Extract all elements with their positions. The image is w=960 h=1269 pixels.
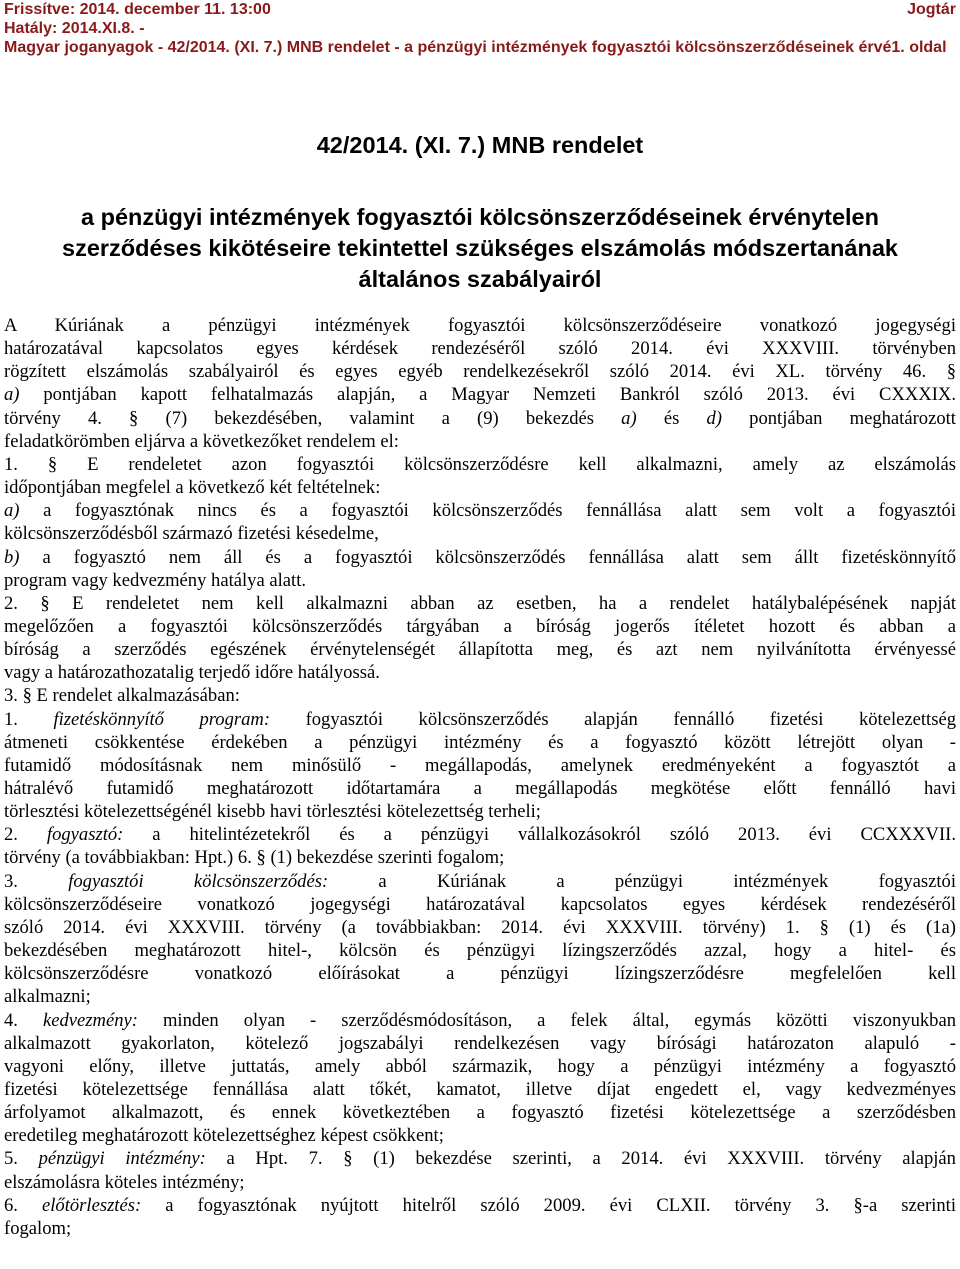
text-line [4,893,956,916]
text-run: a fogyasztó nem áll és a fogyasztói kölcsönszerződés fennállása alatt sem állt fizetéskönnyítő [19,546,956,568]
text-line [4,337,956,360]
text-run: pontjában meghatározott [721,407,956,429]
text-run: 6. [4,1194,42,1216]
text-run: kölcsönszerződéseire vonatkozó jogegységi határozatával kapcsolatos egyes kérdések rendezéséről [4,893,956,915]
text-line [4,962,956,985]
text-line [4,1032,956,1055]
text-line [4,1101,956,1124]
title-line-3: általános szabályairól [358,266,602,292]
text-run: fogalom; [4,1217,72,1239]
document-number: 42/2014. (XI. 7.) MNB rendelet [316,132,644,158]
text-line [4,360,956,383]
text-run: törvény (a továbbiakban: Hpt.) 6. § (1) bekezdése szerinti fogalom; [4,847,505,869]
text-run: program vagy kedvezmény hatálya alatt. [4,569,307,591]
text-line [4,777,956,800]
text-line [4,1078,956,1101]
italic-run: a) [4,384,20,406]
text-run: 1. [4,708,54,730]
italic-run: előtörlesztés: [42,1194,142,1216]
source-name: Jogtár [907,1,956,18]
text-line [4,870,956,893]
text-line [4,1055,956,1078]
text-run: átmeneti csökkentése érdekében a pénzügyi intézmény és a fogyasztó között létrejött olyan - [4,731,956,753]
text-line [4,1194,956,1217]
text-run: árfolyamot alkalmazott, és ennek következtében a fogyasztó fizetési kötelezettsége a szerződésben [4,1102,956,1124]
text-line [4,661,956,684]
text-run: vagyoni előny, illetve juttatás, amely abból származik, hogy a pénzügyi intézmény a fogyasztó [4,1055,956,1077]
text-line [4,522,956,545]
text-run: megelőzően a fogyasztói kölcsönszerződés tárgyában a bíróság jogerős ítéletet hozott és abban a [4,615,956,637]
text-run: A Kúriának a pénzügyi intézmények fogyasztói kölcsönszerződéseire vonatkozó jogegységi [4,315,956,336]
text-line [4,314,956,337]
italic-run: d) [706,407,722,429]
text-run: a Kúriának a pénzügyi intézmények fogyasztói [328,870,957,892]
text-run: fizetési kötelezettsége fennállása alatt tőkét, kamatot, illetve díjat engedett el, vagy kedvezményes [4,1078,956,1100]
text-line [4,453,956,476]
header-updated-line [4,0,956,19]
italic-run: fogyasztói kölcsönszerződés: [68,870,329,892]
text-run: eredetileg meghatározott kötelezettséghez képest csökkent; [4,1125,444,1147]
text-line [4,916,956,939]
text-line [4,1217,956,1240]
text-run: kölcsönszerződésből származó fizetési késedelme, [4,523,379,545]
updated-date: Frissítve: 2014. december 11. 13:00 [4,1,271,18]
italic-run: b) [4,546,20,568]
text-line [4,615,956,638]
text-line [4,569,956,592]
text-line [4,1171,956,1194]
text-run: a fogyasztónak nyújtott hitelről szóló 2009. évi CLXII. törvény 3. §-a szerinti [141,1194,956,1216]
text-run: alkalmazott gyakorlaton, kötelező jogszabályi rendelkezésen vagy bírósági határozaton alapuló - [4,1032,956,1054]
text-run: kölcsönszerződésre vonatkozó előírásokat a pénzügyi lízingszerződésre megfelelően kell [4,963,956,985]
text-run: rögzített elszámolás szabályairól és egyes egyéb rendelkezésekről szóló 2014. évi XL. törvény 46. § [4,361,956,383]
title-line-1: a pénzügyi intézmények fogyasztói kölcsönszerződéseinek érvénytelen [81,204,879,230]
text-line [4,823,956,846]
text-run: alkalmazni; [4,986,91,1008]
text-line [4,731,956,754]
text-run: 1. § E rendeletet azon fogyasztói kölcsönszerződésre kell alkalmazni, amely az elszámolás [4,453,956,475]
text-run: szóló 2014. évi XXXVIII. törvény (a továbbiakban: 2014. évi XXXVIII. törvény) 1. § (1) és (1a) [4,916,956,938]
text-line [4,476,956,499]
text-line [4,684,956,707]
text-line [4,407,956,430]
text-line [4,638,956,661]
header-effect-line: Hatály: 2014.XI.8. - [4,20,145,37]
text-line [4,1147,956,1170]
text-line [4,592,956,615]
text-run: 2. [4,824,47,846]
text-run: határozatával kapcsolatos egyes kérdések rendezéséről szóló 2014. évi XXXVIII. törvényben [4,338,956,360]
text-run: törvény 4. § (7) bekezdésében, valamint a (9) bekezdés [4,407,622,429]
italic-run: pénzügyi intézmény: [38,1148,206,1170]
text-line [4,1124,956,1147]
text-line [4,846,956,869]
italic-run: a) [621,407,637,429]
text-run: 2. § E rendeletet nem kell alkalmazni abban az esetben, ha a rendelet hatálybalépésének napját [4,592,956,614]
text-run: pontjában kapott felhatalmazás alapján, a Magyar Nemzeti Bankról szóló 2013. évi CXXXIX. [19,384,956,406]
text-line [4,939,956,962]
text-line [4,546,956,569]
text-run: fogyasztói kölcsönszerződés alapján fennálló fizetési kötelezettség [270,708,957,730]
italic-run: a) [4,500,20,522]
text-line [4,754,956,777]
text-run: a fogyasztónak nincs és a fogyasztói kölcsönszerződés fennállása alatt sem volt a fogyasztói [19,500,956,522]
text-run: 3. [4,870,69,892]
text-run: 4. [4,1009,43,1031]
text-line [4,383,956,406]
title-line-2: szerződéses kikötéseire tekintettel szükséges elszámolás módszertanának [62,235,898,261]
text-run: a Hpt. 7. § (1) bekezdése szerinti, a 2014. évi XXXVIII. törvény alapján [205,1148,956,1170]
text-run: és [636,407,707,429]
italic-run: kedvezmény: [42,1009,138,1031]
text-run: vagy a határozathozatalig terjedő időre hatályossá. [4,662,380,684]
text-run: elszámolásra köteles intézmény; [4,1171,245,1193]
text-line [4,430,956,453]
text-line [4,800,956,823]
text-line [4,708,956,731]
text-run: bekezdésében meghatározott hitel-, kölcsön és pénzügyi lízingszerződés azzal, hogy a hitel- és [4,940,956,962]
text-run: a hitelintézetekről és a pénzügyi vállalkozásokról szóló 2013. évi CCXXXVII. [123,824,957,846]
text-line [4,985,956,1008]
text-run: futamidő módosításnak nem minősülő - megállapodás, amelynek eredményeként a fogyasztót a [4,754,956,776]
text-run: minden olyan - szerződésmódosításon, a felek által, egymás közötti viszonyukban [137,1009,957,1031]
text-run: 3. § E rendelet alkalmazásában: [4,685,240,707]
text-run: időpontjában megfelel a következő két feltételnek: [4,477,381,499]
text-run: feladatkörömben eljárva a következőket rendelem el: [4,430,399,452]
text-run: hátralévő futamidő meghatározott időtartamára a megállapodás megkötése előtt fennálló havi [4,778,956,799]
text-line [4,1009,956,1032]
header-breadcrumb: Magyar joganyagok - 42/2014. (XI. 7.) MNB rendelet - a pénzügyi intézmények fogyasztói kölcsönszerződéseinek érvé1. oldal [4,39,947,56]
italic-run: fizetéskönnyítő program: [53,708,271,730]
text-line [4,499,956,522]
italic-run: fogyasztó: [46,824,124,846]
text-run: bíróság a szerződés egészének érvénytelenségét állapította meg, és azt nem nyilvánította érvényessé [4,639,956,661]
text-run: 5. [4,1148,39,1170]
text-run: törlesztési kötelezettségénél kisebb havi törlesztési kötelezettség terheli; [4,801,541,823]
